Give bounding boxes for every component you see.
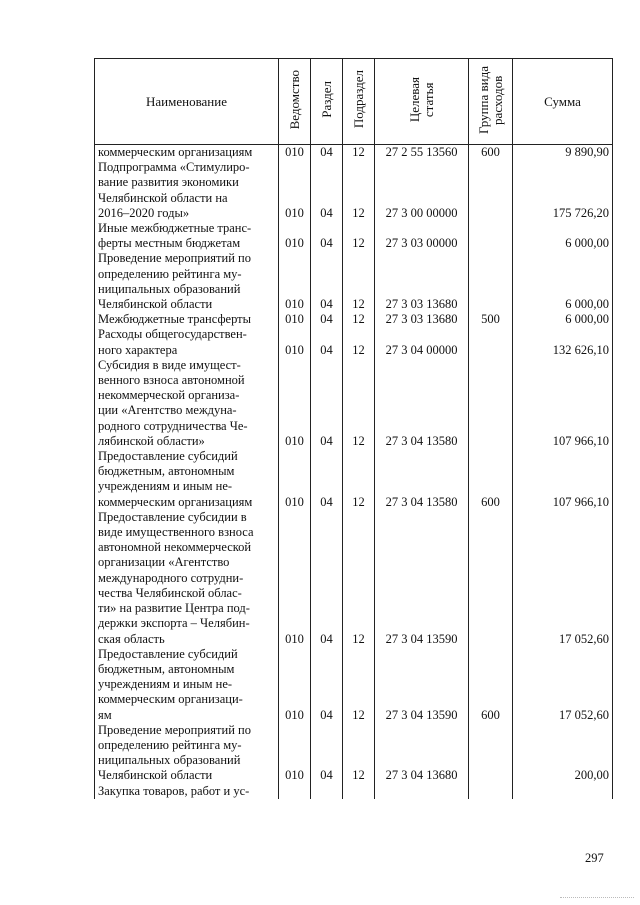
row-name-line: Субсидия в виде имущест- [98, 357, 241, 372]
table-row [95, 784, 613, 799]
row-razdel: 04 [311, 312, 343, 327]
row-celevaya: 27 3 04 13590 [375, 647, 469, 723]
row-summa: 6 000,00 [513, 251, 613, 312]
row-podrazdel: 12 [343, 449, 375, 510]
row-gruppa [469, 221, 513, 251]
row-podrazdel: 12 [343, 145, 375, 161]
row-razdel: 04 [311, 327, 343, 357]
row-name-line: Предоставление субсидий [98, 449, 238, 464]
row-gruppa [469, 784, 513, 799]
table-row [95, 251, 613, 312]
row-celevaya: 27 3 04 13580 [375, 449, 469, 510]
row-name-line: Предоставление субсидии в [98, 509, 247, 524]
row-name [95, 145, 279, 161]
row-celevaya: 27 3 04 13590 [375, 510, 469, 647]
row-name-line: держки экспорта – Челябин- [98, 616, 250, 631]
row-vedomstvo: 010 [279, 312, 311, 327]
row-celevaya: 27 3 04 13680 [375, 723, 469, 784]
row-name-line: автономной некоммерческой [98, 540, 252, 555]
page-number: 297 [585, 851, 604, 865]
row-name [95, 784, 279, 799]
row-razdel: 04 [311, 510, 343, 647]
row-razdel: 04 [311, 449, 343, 510]
row-name-line: ферты местным бюджетам [98, 236, 241, 251]
row-vedomstvo: 010 [279, 327, 311, 357]
row-name-line: виде имущественного взноса [98, 525, 254, 540]
row-razdel [311, 784, 343, 799]
row-name-line: ская область [98, 631, 165, 646]
row-razdel: 04 [311, 251, 343, 312]
row-gruppa: 600 [469, 145, 513, 161]
row-name-line: некоммерческой организа- [98, 388, 240, 403]
row-celevaya: 27 3 04 00000 [375, 327, 469, 357]
row-name [95, 358, 279, 449]
header-name: Наименование [95, 59, 279, 145]
table-row [95, 327, 613, 357]
row-name-line: 2016–2020 годы» [98, 205, 190, 220]
row-name-line: ции «Агентство междуна- [98, 403, 237, 418]
row-gruppa [469, 327, 513, 357]
budget-table [94, 58, 613, 799]
row-name-line: чества Челябинской облас- [98, 585, 242, 600]
table-row [95, 647, 613, 723]
footer-divider [560, 897, 634, 898]
row-name-line: Подпрограмма «Стимулиро- [98, 160, 250, 175]
row-podrazdel: 12 [343, 251, 375, 312]
row-name-line: Проведение мероприятий по [98, 722, 251, 737]
row-name [95, 723, 279, 784]
row-name-line: ям [98, 707, 112, 722]
row-podrazdel: 12 [343, 358, 375, 449]
row-vedomstvo: 010 [279, 221, 311, 251]
row-name [95, 327, 279, 357]
row-name-line: ти» на развитие Центра под- [98, 601, 250, 616]
row-podrazdel: 12 [343, 723, 375, 784]
table-row [95, 723, 613, 784]
table-row [95, 221, 613, 251]
row-summa: 6 000,00 [513, 312, 613, 327]
header-gruppa: Группа вида расходов [469, 59, 513, 145]
row-celevaya: 27 3 03 13680 [375, 251, 469, 312]
table-header-row [95, 59, 613, 145]
row-summa: 132 626,10 [513, 327, 613, 357]
row-name-line: Челябинской области [98, 768, 213, 783]
row-celevaya: 27 2 55 13560 [375, 145, 469, 161]
row-gruppa: 600 [469, 647, 513, 723]
row-summa: 107 966,10 [513, 449, 613, 510]
row-razdel: 04 [311, 647, 343, 723]
row-summa: 17 052,60 [513, 510, 613, 647]
row-name-line: коммерческим организациям [98, 494, 253, 509]
row-gruppa [469, 510, 513, 647]
row-gruppa [469, 723, 513, 784]
row-name-line: бюджетным, автономным [98, 661, 235, 676]
row-celevaya [375, 784, 469, 799]
row-vedomstvo: 010 [279, 449, 311, 510]
table-row [95, 510, 613, 647]
row-celevaya: 27 3 00 00000 [375, 160, 469, 221]
row-name-line: бюджетным, автономным [98, 464, 235, 479]
table-row [95, 160, 613, 221]
table-row [95, 312, 613, 327]
row-summa [513, 784, 613, 799]
row-razdel: 04 [311, 160, 343, 221]
row-name [95, 449, 279, 510]
table-body [95, 145, 613, 799]
row-name [95, 510, 279, 647]
row-name-line: Проведение мероприятий по [98, 251, 251, 266]
row-summa: 17 052,60 [513, 647, 613, 723]
row-celevaya: 27 3 04 13580 [375, 358, 469, 449]
row-name [95, 312, 279, 327]
row-razdel: 04 [311, 145, 343, 161]
header-razdel: Раздел [311, 59, 343, 145]
row-name-line: ниципальных образований [98, 281, 241, 296]
row-name [95, 647, 279, 723]
table-row [95, 449, 613, 510]
row-name-line: Иные межбюджетные транс- [98, 221, 252, 236]
row-podrazdel: 12 [343, 510, 375, 647]
row-summa: 9 890,90 [513, 145, 613, 161]
row-name-line: Межбюджетные трансферты [98, 312, 252, 327]
row-name-line: Челябинской области на [98, 190, 228, 205]
row-gruppa [469, 251, 513, 312]
row-razdel: 04 [311, 358, 343, 449]
row-vedomstvo: 010 [279, 160, 311, 221]
row-vedomstvo: 010 [279, 145, 311, 161]
row-gruppa [469, 358, 513, 449]
row-name-line: учреждениям и иным не- [98, 677, 233, 692]
row-vedomstvo: 010 [279, 510, 311, 647]
row-name-line: ниципальных образований [98, 753, 241, 768]
row-vedomstvo: 010 [279, 647, 311, 723]
row-razdel: 04 [311, 723, 343, 784]
row-name-line: организации «Агентство [98, 555, 230, 570]
header-summa: Сумма [513, 59, 613, 145]
row-gruppa: 600 [469, 449, 513, 510]
row-celevaya: 27 3 03 13680 [375, 312, 469, 327]
row-vedomstvo: 010 [279, 251, 311, 312]
row-gruppa [469, 160, 513, 221]
row-name-line: вание развития экономики [98, 175, 239, 190]
row-podrazdel [343, 784, 375, 799]
row-name-line: Расходы общегосударствен- [98, 327, 247, 342]
row-summa: 6 000,00 [513, 221, 613, 251]
row-gruppa: 500 [469, 312, 513, 327]
row-name-line: венного взноса автономной [98, 373, 245, 388]
row-name-line: учреждениям и иным не- [98, 479, 233, 494]
row-name-line: родного сотрудничества Че- [98, 418, 248, 433]
row-vedomstvo: 010 [279, 723, 311, 784]
row-name-line: определению рейтинга му- [98, 737, 242, 752]
row-name-line: коммерческим организациям [98, 145, 253, 159]
row-name-line: Закупка товаров, работ и ус- [98, 783, 250, 798]
row-podrazdel: 12 [343, 312, 375, 327]
row-podrazdel: 12 [343, 647, 375, 723]
row-summa: 175 726,20 [513, 160, 613, 221]
table-row [95, 145, 613, 161]
row-podrazdel: 12 [343, 160, 375, 221]
row-summa: 200,00 [513, 723, 613, 784]
row-name [95, 160, 279, 221]
row-name [95, 251, 279, 312]
row-summa: 107 966,10 [513, 358, 613, 449]
header-celevaya: Целевая статья [375, 59, 469, 145]
table-row [95, 358, 613, 449]
row-celevaya: 27 3 03 00000 [375, 221, 469, 251]
row-name-line: Предоставление субсидий [98, 646, 238, 661]
row-name-line: ного характера [98, 342, 178, 357]
row-podrazdel: 12 [343, 327, 375, 357]
row-name-line: определению рейтинга му- [98, 266, 242, 281]
header-vedomstvo: Ведомство [279, 59, 311, 145]
row-vedomstvo [279, 784, 311, 799]
row-name-line: лябинской области» [98, 433, 205, 448]
row-vedomstvo: 010 [279, 358, 311, 449]
row-name-line: коммерческим организаци- [98, 692, 243, 707]
row-razdel: 04 [311, 221, 343, 251]
row-name-line: международного сотрудни- [98, 570, 244, 585]
row-podrazdel: 12 [343, 221, 375, 251]
row-name [95, 221, 279, 251]
row-name-line: Челябинской области [98, 297, 213, 312]
header-podrazdel: Подраздел [343, 59, 375, 145]
